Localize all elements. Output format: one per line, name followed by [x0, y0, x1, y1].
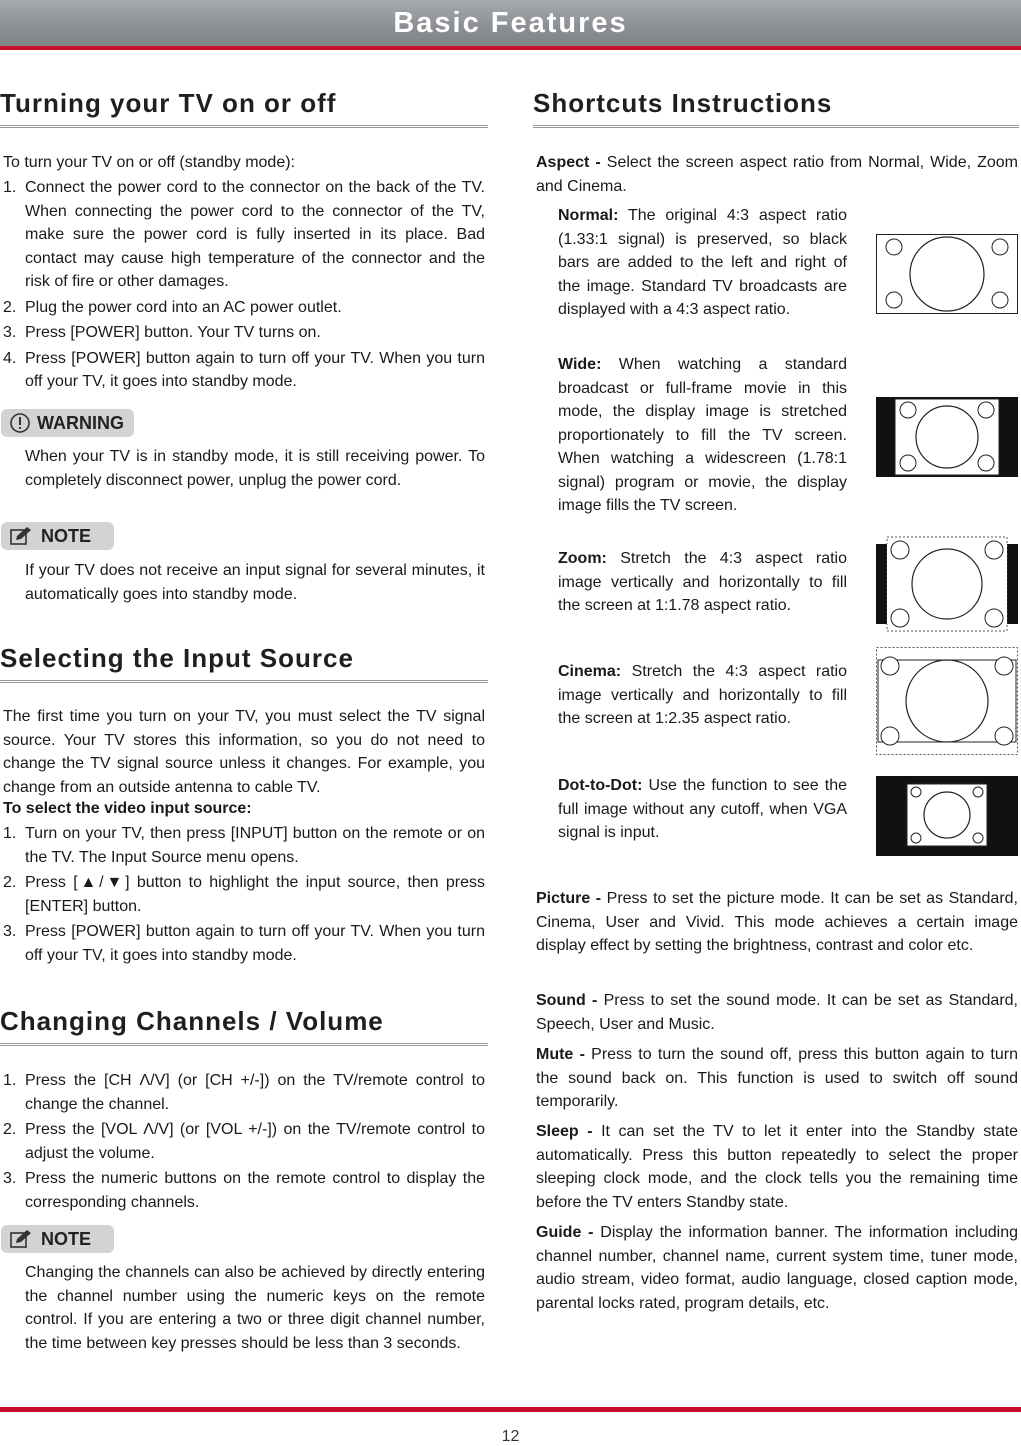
page-number: 12: [501, 1428, 520, 1445]
note-text: Changing the channels can also be achieved by directly entering the channel number using the numeric keys on the remote control. If you are entering a two or three digit channel number, the time between key presses should be less than 3 seconds.: [25, 1264, 485, 1352]
footer-bar: [0, 1407, 1021, 1412]
cinema-aspect-illustration: [876, 647, 1018, 755]
shortcut-guide: Guide - Display the information banner. The information including channel number, channel name, current system time, tuner mode, audio stream, video format, audio language, closed caption mode, parental locks rated, program details, etc.: [536, 1224, 1018, 1312]
channels-steps: [3, 1069, 485, 1216]
dot-to-dot-illustration: [876, 776, 1018, 856]
shortcut-mute: Mute - Press to turn the sound off, press this button again to turn the sound back on. This function is used to switch off sound temporarily.: [536, 1046, 1018, 1110]
shortcut-picture: Picture - Press to set the picture mode. It can be set as Standard, Cinema, User and Vivid. This mode achieves a certain image display effect by setting the brightness, contrast and color etc.: [536, 890, 1019, 954]
note-text: If your TV does not receive an input signal for several minutes, it automatically goes into standby mode.: [25, 562, 485, 603]
list-item: 3. Press [POWER] button again to turn off your TV. When you turn off your TV, it goes into standby mode.: [3, 923, 485, 964]
input-subheading: To select the video input source:: [3, 800, 252, 817]
list-item: 3. Press [POWER] button. Your TV turns on.: [3, 324, 321, 341]
turning-intro: To turn your TV on or off (standby mode):: [3, 154, 295, 171]
input-intro: The first time you turn on your TV, you must select the TV signal source. Your TV stores this information, so you do not need to change the TV signal source unless it changes. For example, you change from an outside antenna to cable TV.: [3, 708, 485, 796]
aspect-mode-normal: Normal: The original 4:3 aspect ratio (1.33:1 signal) is preserved, so black bars are added to the left and right of the image. Standard TV broadcasts are displayed with a 4:3 aspect ratio.: [558, 207, 847, 318]
note-icon: [9, 1229, 35, 1249]
normal-aspect-illustration: [876, 234, 1018, 314]
list-item: 2. Press [▲/▼] button to highlight the input source, then press [ENTER] button.: [3, 874, 485, 915]
turning-steps: [3, 176, 485, 396]
section-heading-channels: Changing Channels / Volume: [0, 1006, 488, 1046]
aspect-mode-zoom: Zoom: Stretch the 4:3 aspect ratio image vertically and horizontally to fill the screen at 1:1.78 aspect ratio.: [558, 550, 847, 614]
list-item: 1. Press the [CH Λ/V] (or [CH +/-]) on the TV/remote control to change the channel.: [3, 1072, 485, 1113]
shortcut-sleep: Sleep - It can set the TV to let it enter into the Standby state automatically. Press this button repeatedly to select the proper sleeping clock mode, and the clock tells you the remaining time before the TV enters Standby state.: [536, 1123, 1018, 1211]
list-item: 4. Press [POWER] button again to turn off your TV. When you turn off your TV, it goes into standby mode.: [3, 349, 485, 390]
aspect-mode-dot: Dot-to-Dot: Use the function to see the full image without any cutoff, when VGA signal is input.: [558, 777, 847, 841]
header-bar: [0, 0, 1021, 50]
input-steps: [3, 822, 485, 969]
section-heading-shortcuts: Shortcuts Instructions: [533, 88, 1019, 128]
shortcut-sound: Sound - Press to set the sound mode. It can be set as Standard, Speech, User and Music.: [536, 992, 1019, 1033]
zoom-aspect-illustration: [876, 536, 1018, 632]
list-item: 1. Turn on your TV, then press [INPUT] button on the remote or on the TV. The Input Source menu opens.: [3, 825, 485, 866]
aspect-mode-wide: Wide: When watching a standard broadcast or full-frame movie in this mode, the display image is stretched proportionately to fill the TV screen. When watching a widescreen (1.78:1 signal) program or movie, the display image fills the TV screen.: [558, 356, 847, 514]
note-badge: NOTE: [1, 1225, 114, 1253]
wide-aspect-illustration: [876, 397, 1018, 477]
aspect-paragraph: Aspect - Select the screen aspect ratio from Normal, Wide, Zoom and Cinema.: [536, 154, 1019, 195]
list-item: 1. Connect the power cord to the connector on the back of the TV. When connecting the power cord to the connector of the TV, make sure the power cord is fully inserted in its place. Bad contact may cause high temperature of the connector and the risk of fire or other damages.: [3, 179, 485, 290]
note-badge: NOTE: [1, 522, 114, 550]
section-heading-turning: Turning your TV on or off: [0, 88, 488, 128]
list-item: 3. Press the numeric buttons on the remote control to display the corresponding channels.: [3, 1170, 485, 1211]
list-item: 2. Plug the power cord into an AC power outlet.: [3, 298, 342, 316]
warning-text: When your TV is in standby mode, it is still receiving power. To completely disconnect power, unplug the power cord.: [25, 448, 485, 489]
warning-badge: WARNING: [1, 409, 134, 437]
page-title: Basic Features: [393, 6, 628, 39]
note-icon: [9, 526, 35, 546]
section-heading-input: Selecting the Input Source: [0, 643, 488, 683]
aspect-mode-cinema: Cinema: Stretch the 4:3 aspect ratio image vertically and horizontally to fill the screen at 1:2.35 aspect ratio.: [558, 663, 848, 727]
list-item: 2. Press the [VOL Λ/V] (or [VOL +/-]) on the TV/remote control to adjust the volume.: [3, 1121, 485, 1162]
warning-icon: [9, 412, 31, 434]
